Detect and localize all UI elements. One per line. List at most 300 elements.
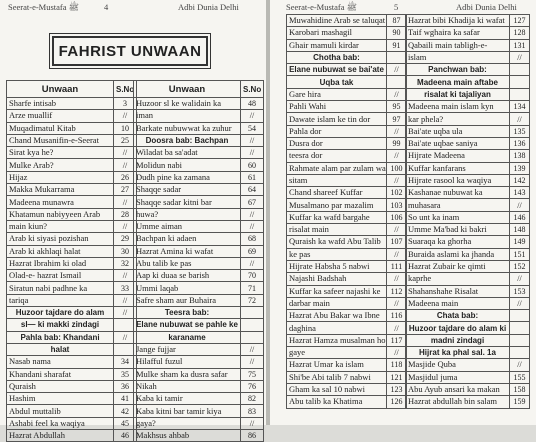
page-number: // [114,196,137,208]
topic-title: Gham ka sal 10 nabwi [287,383,387,395]
topic-title: teesra dor [287,150,387,162]
table-row [7,110,137,122]
page-number: 83 [241,405,264,417]
section-heading: karaname [134,331,241,343]
page-number: // [241,417,264,429]
page-number: 28 [114,208,137,220]
page-number [387,51,407,63]
page-number: 99 [387,137,407,149]
table-row [406,359,530,371]
table-row [287,211,407,223]
topic-title: Wiladat ba sa'adat [134,147,241,159]
page-number: // [241,356,264,368]
page-number: 48 [241,98,264,110]
table-row [406,174,530,186]
table-row [287,310,407,322]
page-number: 10 [114,122,137,134]
page-number: 35 [114,368,137,380]
page-number [241,331,264,343]
table-row [287,27,407,39]
table-row [287,88,407,100]
topic-title: Shi'be Abi talib 7 nabwi [287,371,387,383]
page-number: // [387,248,407,260]
table-row [7,331,137,343]
table-row [134,110,264,122]
page-number: // [387,273,407,285]
table-row [406,248,530,260]
topic-title: Hazrat abdullah bin salam [406,396,510,408]
topic-title: Shaqqe sadar kitni bar [134,196,241,208]
topic-title: Barkate nubuwwat ka zuhur [134,122,241,134]
left-page [0,0,266,441]
page-title: FAHRIST UNWAAN [52,36,208,66]
table-row [134,393,264,405]
table-row [134,184,264,196]
page-number: 67 [241,196,264,208]
table-row [134,331,264,343]
table-row [134,98,264,110]
page-number: // [114,110,137,122]
topic-title: Umme Ma'bad ki bakri [406,224,510,236]
table-row [287,236,407,248]
header-publisher: Adbi Dunia Delhi [456,2,517,12]
table-row [7,282,137,294]
page-number: // [241,134,264,146]
topic-title: Madeena main [406,297,510,309]
page-number: 155 [510,371,530,383]
topic-title: huwa? [134,208,241,220]
section-heading: Uqba tak [287,76,387,88]
table-row [134,282,264,294]
page-number: 134 [510,101,530,113]
page-number: // [114,159,137,171]
page-number: 33 [114,282,137,294]
table-row [406,101,530,113]
page-number: // [387,174,407,186]
page-number: 112 [387,285,407,297]
table-row [287,64,407,76]
page-number: 3 [114,98,137,110]
page-number: // [510,273,530,285]
table-row [287,174,407,186]
table-row [134,171,264,183]
topic-title: Chand Musanifin-e-Seerat [7,134,114,146]
table-row [7,134,137,146]
topic-title: Shahanshahe Risalat [406,285,510,297]
page-number: 127 [510,15,530,27]
topic-title: Dusra dor [287,137,387,149]
page-number [510,64,530,76]
table-row [7,405,137,417]
topic-title: risalat main [287,224,387,236]
topic-title: Nikah [134,380,241,392]
table-row [7,98,137,110]
page-number [510,76,530,88]
topic-title: Pahli Wahi [287,101,387,113]
topic-title: Aap ki duaa se barish [134,270,241,282]
topic-title: Pahla dor [287,125,387,137]
table-row [287,51,407,63]
section-heading: Elane nubuwat se pahle ke [134,319,241,331]
table-row [287,383,407,395]
topic-title: Hilafful fuzul [134,356,241,368]
page-number: // [114,220,137,232]
page-number: 118 [387,359,407,371]
page-number: // [387,224,407,236]
table-row [406,322,530,334]
topic-title: Huzoor sl ke walidain ka [134,98,241,110]
topic-title: Kaba kitni bar tamir kiya [134,405,241,417]
page-number: 149 [510,236,530,248]
table-row [7,270,137,282]
section-heading: sl— ki makki zindagi [7,319,114,331]
page-number: 97 [387,113,407,125]
topic-title: Mulke sham ka dusra safar [134,368,241,380]
section-heading: Chata bab: [406,310,510,322]
topic-title: gaye [287,347,387,359]
header-book-title: Seerat-e-Mustafa ﷺ [286,2,357,12]
topic-title: Bai'ate uqba ula [406,125,510,137]
topic-title: Abu talib ka Khatima [287,396,387,408]
page-number [510,88,530,100]
topic-title: Karobari mashagil [287,27,387,39]
topic-title: iman [134,110,241,122]
table-row [7,417,137,429]
page-number: 138 [510,150,530,162]
page-number: 117 [387,334,407,346]
table-row [406,297,530,309]
page-number: 121 [387,371,407,383]
topic-title: Abu Ayub ansari ka makan [406,383,510,395]
table-body [134,98,264,442]
table-row [287,187,407,199]
table-body [287,15,407,409]
topic-title: Sirat kya he? [7,147,114,159]
table-row [287,224,407,236]
page-number: 142 [510,174,530,186]
page-number: 70 [241,270,264,282]
page-number: 148 [510,224,530,236]
page-number: 143 [510,187,530,199]
column-header-unwaan: Unwaan [134,81,241,98]
topic-title: Hijaz [7,171,114,183]
topic-title: Hazrat Amina ki wafat [134,245,241,257]
table-row [406,224,530,236]
table-row [7,196,137,208]
table-row [134,208,264,220]
table-row [134,343,264,355]
page-number: // [387,297,407,309]
topic-title: Khandani sharafat [7,368,114,380]
section-heading: Huzoor tajdare do alam ki [406,322,510,334]
page-number [387,76,407,88]
topic-title: Quraish ka wafd Abu Talib [287,236,387,248]
topic-title: Musalmano par mazalim [287,199,387,211]
table-row [134,233,264,245]
page-number [510,322,530,334]
table-row [287,359,407,371]
topic-title: Olad-e- hazrat Ismail [7,270,114,282]
table-row [134,319,264,331]
topic-title: kar phela? [406,113,510,125]
page-number: 34 [114,356,137,368]
page-number: 128 [510,27,530,39]
page-number: 151 [510,248,530,260]
topic-title: Nasab nama [7,356,114,368]
table-row [406,199,530,211]
page-number: 82 [241,393,264,405]
section-heading: risalat ki tajaliyan [406,88,510,100]
table-row [406,273,530,285]
page-number: 136 [510,137,530,149]
table-row [134,368,264,380]
page-number: // [510,113,530,125]
table-row [287,334,407,346]
topic-title: Kuffar kanfarans [406,162,510,174]
table-row [287,297,407,309]
table-row [7,184,137,196]
page-number: 100 [387,162,407,174]
page-number: 153 [510,285,530,297]
topic-title: Makhsus ahbab [134,430,241,442]
column-header-sno: S.No [114,81,137,98]
page-number: // [510,359,530,371]
page-number: // [114,331,137,343]
table-row [406,113,530,125]
page-number: 68 [241,233,264,245]
table-row [134,159,264,171]
topic-title: Bachpan ki adaen [134,233,241,245]
topic-title: Hazrat Ibrahim ki olad [7,257,114,269]
page-number: // [114,270,137,282]
table-body [7,98,137,442]
section-heading: Chotha bab: [287,51,387,63]
table-row [406,347,530,359]
contents-table-col3 [286,14,407,409]
page-number: 30 [114,245,137,257]
section-heading: Pahla bab: Khandani [7,331,114,343]
topic-title: kaprhe [406,273,510,285]
table-row [406,150,530,162]
topic-title: muhasara [406,199,510,211]
topic-title: Jange fujjar [134,343,241,355]
topic-title: Sharfe intisab [7,98,114,110]
section-heading: Teesra bab: [134,307,241,319]
topic-title: Qabaili main tabligh-e- [406,39,510,51]
table-row [134,270,264,282]
section-heading: Elane nubuwat se bai'ate [287,64,387,76]
table-row [7,147,137,159]
page-number: 111 [387,260,407,272]
topic-title: Muwahidine Arab se taluqat [287,15,387,27]
topic-title: gaya? [134,417,241,429]
topic-title: Hazrat Abdullah [7,430,114,442]
table-row [7,356,137,368]
table-row [7,233,137,245]
contents-table-col4 [405,14,530,409]
table-row [7,257,137,269]
table-row [7,245,137,257]
table-row [134,196,264,208]
table-row [406,39,530,51]
topic-title: Najashi Badshah [287,273,387,285]
table-row [7,393,137,405]
table-row [7,343,137,355]
table-row [287,162,407,174]
page-number: 32 [114,257,137,269]
contents-table-col1 [6,80,137,442]
page-number: 158 [510,383,530,395]
table-row [287,248,407,260]
topic-title: tariqa [7,294,114,306]
section-heading: Panchwan bab: [406,64,510,76]
table-row [134,134,264,146]
page-number: 29 [114,233,137,245]
page-number: // [387,88,407,100]
page-number: 26 [114,171,137,183]
table-row [406,64,530,76]
page-number: 41 [114,393,137,405]
topic-title: Suaraqa ka ghorha [406,236,510,248]
topic-title: islam [406,51,510,63]
table-row [134,245,264,257]
topic-title: Ghair mamuli kirdar [287,39,387,51]
table-row [406,260,530,272]
page-number: 54 [241,122,264,134]
topic-title: Quraish [7,380,114,392]
page-number: 102 [387,187,407,199]
table-row [406,15,530,27]
page-number: 69 [241,245,264,257]
table-row [406,383,530,395]
page-number: // [510,51,530,63]
page-number [510,310,530,322]
page-number: 61 [241,171,264,183]
page-number [510,334,530,346]
right-page [270,0,536,425]
table-row [134,122,264,134]
page-number: // [387,322,407,334]
table-row [287,137,407,149]
topic-title: darbar main [287,297,387,309]
page-number: // [387,150,407,162]
table-row [134,147,264,159]
page-number: 76 [241,380,264,392]
table-row [287,260,407,272]
page-number: 60 [241,159,264,171]
topic-title: Hazrat Hamza musalman ho [287,334,387,346]
topic-title: Kuffar ka wafd bargahe [287,211,387,223]
topic-title: Madeena main islam kyn [406,101,510,113]
table-row [406,76,530,88]
page-number: // [241,220,264,232]
table-row [406,162,530,174]
page-number: // [241,208,264,220]
page-number: 159 [510,396,530,408]
topic-title: Ummi laqab [134,282,241,294]
table-row [7,294,137,306]
page-number: // [114,147,137,159]
topic-title: Siratun nabi padhne ka [7,282,114,294]
table-row [406,187,530,199]
header-page-number: 5 [394,2,399,12]
header-publisher: Adbi Dunia Delhi [178,2,239,12]
page-number: // [241,147,264,159]
table-row [7,368,137,380]
topic-title: Chand shareef Kuffar [287,187,387,199]
table-row [406,236,530,248]
section-heading: Hijrat ka phal sal. 1a [406,347,510,359]
topic-title: Mulke Arab? [7,159,114,171]
table-row [134,405,264,417]
topic-title: Kashanae nubuwat ka [406,187,510,199]
topic-title: Hazrat bibi Khadija ki wafat [406,15,510,27]
topic-title: Hijrate Madeena [406,150,510,162]
topic-title: Hazrat Zubair ke qimti [406,260,510,272]
table-row [134,257,264,269]
table-row [287,101,407,113]
table-row [134,430,264,442]
topic-title: sitam [287,174,387,186]
page-number: 152 [510,260,530,272]
page-number: 45 [114,417,137,429]
page-number: 75 [241,368,264,380]
table-row [134,380,264,392]
section-heading: Madeena main aftabe [406,76,510,88]
topic-title: Kaba ki tamir [134,393,241,405]
table-row [287,396,407,408]
topic-title: daghina [287,322,387,334]
topic-title: Taif wghaira ka safar [406,27,510,39]
section-heading: halat [7,343,114,355]
topic-title: Abdul muttalib [7,405,114,417]
table-row [287,39,407,51]
page-number: 107 [387,236,407,248]
table-row [287,150,407,162]
topic-title: Masjidul juma [406,371,510,383]
table-row [406,334,530,346]
topic-title: Bai'ate uqbae saniya [406,137,510,149]
table-row [7,220,137,232]
header-page-number: 4 [104,2,109,12]
page-number: 106 [387,211,407,223]
page-number: 64 [241,184,264,196]
table-row [287,15,407,27]
topic-title: Ashabi feel ka waqiya [7,417,114,429]
topic-title: Hashim [7,393,114,405]
topic-title: Dawate islam ke tin dor [287,113,387,125]
page-number: // [241,257,264,269]
table-row [287,273,407,285]
topic-title: Shaqqe sadar [134,184,241,196]
table-row [287,125,407,137]
page-number: 103 [387,199,407,211]
table-row [406,125,530,137]
table-row [287,113,407,125]
page-number: 146 [510,211,530,223]
page-number: 90 [387,27,407,39]
topic-title: Muqadimatul Kitab [7,122,114,134]
page-number: // [387,64,407,76]
table-row [7,208,137,220]
table-row [134,307,264,319]
page-number: 27 [114,184,137,196]
page-number: 123 [387,383,407,395]
topic-title: Arze muallif [7,110,114,122]
page-number: 87 [387,15,407,27]
table-row [134,294,264,306]
column-header-sno: S.No [241,81,264,98]
